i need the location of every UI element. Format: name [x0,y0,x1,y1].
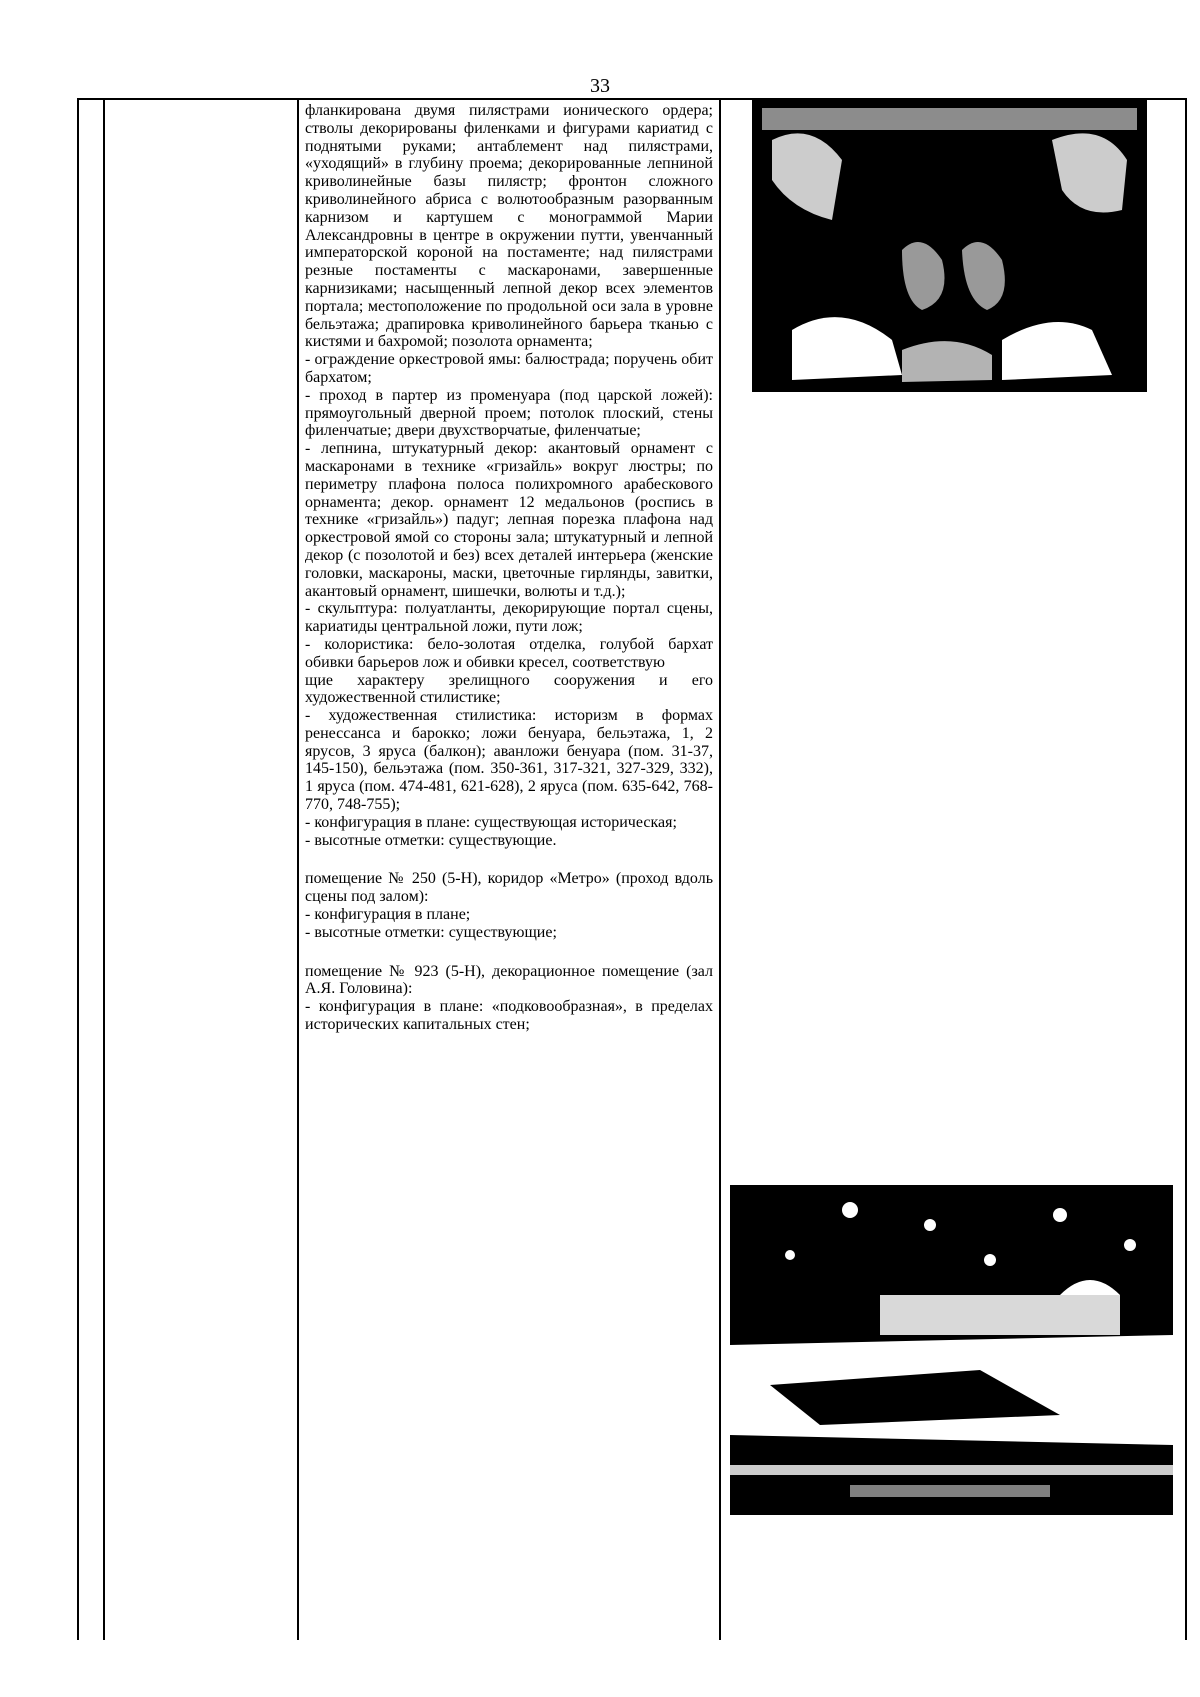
paragraph: - конфигурация в плане: существующая историческая; [305,813,677,831]
paragraph: - ограждение оркестровой ямы: балюстрада; поручень обит бархатом; [305,351,713,386]
column-divider-2 [297,98,299,1640]
paragraph: - скульптура: полуатланты, декорирующие портал сцены, кариатиды центральной ложи, пути лож; [305,600,713,636]
page-number: 33 [590,75,610,97]
paragraph: щие характеру зрелищного сооружения и его художественной стилистике; [305,671,713,707]
room-heading-250: помещение № 250 (5-Н), коридор «Метро» (проход вдоль сцены под залом): [305,870,713,906]
paragraph: - проход в партер из променуара (под царской ложей): прямоугольный дверной проем; потолок плоский, стены филенчатые; двери двухстворчатые, филенчатые; [305,386,713,440]
room-heading-923: помещение № 923 (5-Н), декорационное помещение (зал А.Я. Головина): [305,962,713,998]
corridor-photo [730,1185,1173,1515]
paragraph: - колористика: бело-золотая отделка, голубой бархат обивки барьеров лож и обивки кресел, соответствую [305,635,713,671]
paragraph: - конфигурация в плане; [305,906,471,924]
table-right-border [1185,98,1187,1640]
portal-photo [752,100,1147,392]
column-divider-1 [103,98,105,1640]
paragraph: - художественная стилистика: историзм в формах ренессанса и барокко; ложи бенуара, бельэтажа, 1, 2 ярусов, 3 яруса (балкон); аванложи бенуара (пом. 31-37, 145-150), бельэтажа (пом. 350-361, 317-321, 327-329, 332), 1 яруса (пом. 474-481, 621-628), 2 яруса (пом. 635-642, 768-770, 748-755); [305,707,713,814]
paragraph: фланкирована двумя пилястрами ионического ордера; стволы декорированы филенками и фигурами кариатид с поднятыми руками; антаблемент над пилястрами, «уходящий» в глубину проема; декорированные лепниной криволинейные базы пилястр; фронтон сложного криволинейного абриса с волютообразным разорванным карнизом и картушем с монограммой Марии Александровны в центре в окружении путти, увенчанный императорской короной на постаменте; над пилястрами резные постаменты с маскаронами, завершенные карнизиками; насыщенный лепной декор всех элементов портала; местоположение по продольной оси зала в уровне бельэтажа; драпировка криволинейного барьера тканью с кистями и бахромой; позолота орнамента; [305,102,713,351]
paragraph: - конфигурация в плане: «подковообразная», в пределах исторических капитальных стен; [305,998,713,1034]
table-left-border [77,98,79,1640]
column-divider-3 [719,98,721,1640]
paragraph: - высотные отметки: существующие; [305,923,557,941]
description-column [305,102,713,1034]
paragraph: - лепнина, штукатурный декор: акантовый орнамент с маскаронами в технике «гризайль» вокруг люстры; по периметру плафона полоса полихромного арабескового орнамента; декор. орнамент 12 медальонов (роспись в технике «гризайль») падуг; лепная порезка плафона над оркестровой ямой со стороны зала; штукатурный и лепной декор (с позолотой и без) всех деталей интерьера (женские головки, маскароны, маски, цветочные гирлянды, завитки, акантовый орнамент, шишечки, волюты и т.д.); [305,440,713,600]
paragraph: - высотные отметки: существующие. [305,831,557,849]
